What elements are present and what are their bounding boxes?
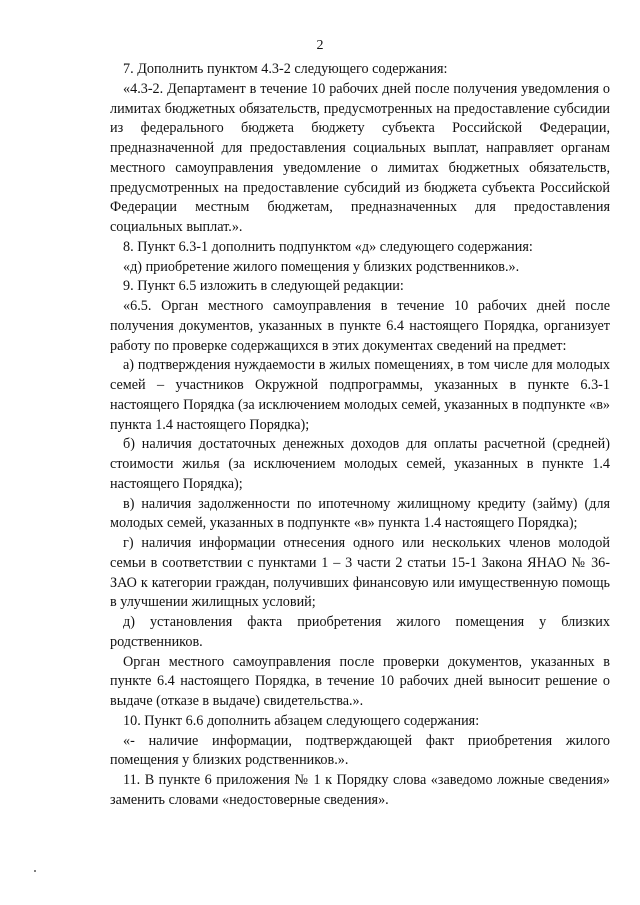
paragraph-subitem-b: б) наличия достаточных денежных доходов для оплаты расчетной (средней) стоимости жилья (за исключением молодых семей, указанных в пункте 1.4 настоящего Порядка);	[110, 436, 610, 492]
paragraph-item-9: 9. Пункт 6.5 изложить в следующей редакции:	[123, 278, 404, 295]
paragraph-quote-subitem-d: «д) приобретение жилого помещения у близких родственников.».	[123, 258, 520, 275]
document-body	[110, 60, 610, 811]
paragraph-subitem-a: а) подтверждения нуждаемости в жилых помещениях, в том числе для молодых семей – участников Окружной подпрограммы, указанных в пункте 6.3-1 настоящего Порядка (за исключением молодых семей, указанных в подпункте «в» пункта 1.4 настоящего Порядка);	[110, 357, 610, 433]
paragraph-item-8: 8. Пункт 6.3-1 дополнить подпунктом «д» следующего содержания:	[123, 238, 533, 255]
paragraph-quote-4-3-2: «4.3-2. Департамент в течение 10 рабочих дней после получения уведомления о лимитах бюджетных обязательств, предусмотренных на предоставление субсидии из федерального бюджета бюджету субъекта Российской Федерации, предназначенной для предоставления социальных выплат, направляет органам местного самоуправления уведомление о лимитах бюджетных обязательств, предусмотренных на предоставление субсидий из бюджета субъекта Российской Федерации местным бюджетам, предназначенных для предоставления социальных выплат.».	[110, 80, 610, 235]
scan-speck	[34, 870, 36, 872]
paragraph-subitem-g: г) наличия информации отнесения одного или нескольких членов молодой семьи в соответствии с пунктами 1 – 3 части 2 статьи 15-1 Закона ЯНАО № 36-ЗАО к категории граждан, получивших финансовую или имущественную помощь в улучшении жилищных условий;	[110, 535, 610, 611]
paragraph-quote-6-6: «- наличие информации, подтверждающей факт приобретения жилого помещения у близких родственников.».	[110, 732, 610, 769]
paragraph-item-11: 11. В пункте 6 приложения № 1 к Порядку слова «заведомо ложные сведения» заменить словами «недостоверные сведения».	[110, 772, 610, 808]
paragraph-decision: Орган местного самоуправления после проверки документов, указанных в пункте 6.4 настоящего Порядка, в течение 10 рабочих дней выносит решение о выдаче (отказе в выдаче) свидетельства.».	[110, 653, 610, 709]
paragraph-item-7: 7. Дополнить пунктом 4.3-2 следующего содержания:	[123, 61, 448, 77]
paragraph-item-10: 10. Пункт 6.6 дополнить абзацем следующего содержания:	[123, 712, 480, 729]
paragraph-subitem-d: д) установления факта приобретения жилого помещения у близких родственников.	[110, 614, 610, 650]
page-number: 2	[316, 38, 324, 53]
paragraph-subitem-v: в) наличия задолженности по ипотечному жилищному кредиту (займу) (для молодых семей, указанных в подпункте «в» пункта 1.4 настоящего Порядка);	[110, 495, 610, 532]
paragraph-quote-6-5: «6.5. Орган местного самоуправления в течение 10 рабочих дней после получения документов, указанных в пункте 6.4 настоящего Порядка, организует работу по проверке содержащихся в этих документах сведений на предмет:	[110, 298, 610, 354]
